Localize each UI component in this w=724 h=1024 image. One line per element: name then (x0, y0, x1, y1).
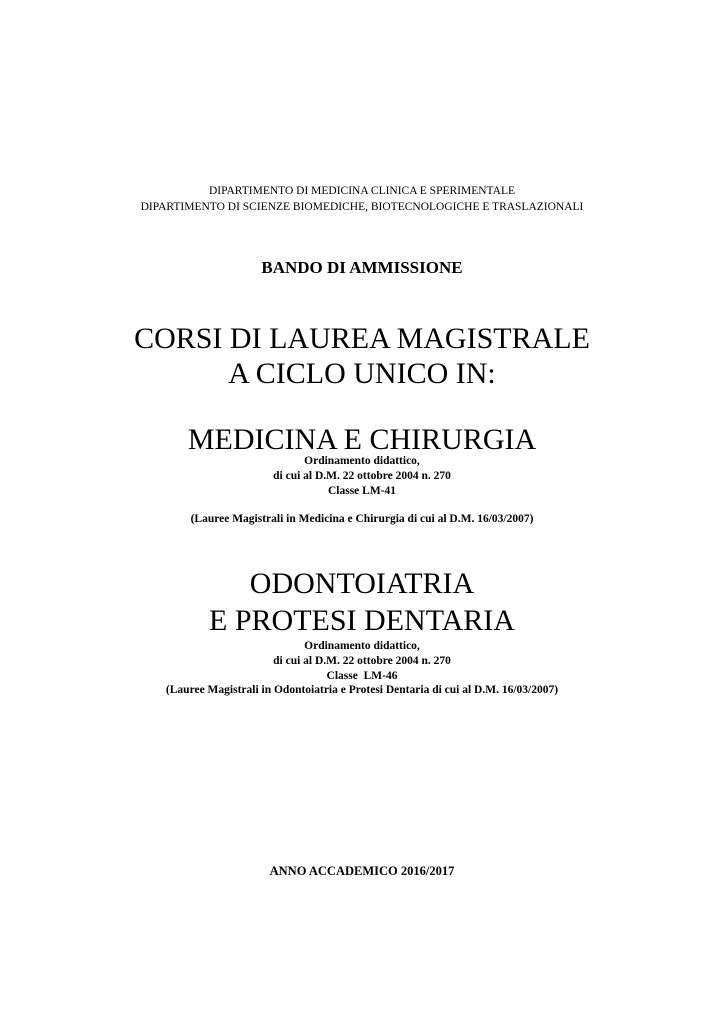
title-line-2: A CICLO UNICO IN: (228, 357, 496, 390)
odontoiatria-ordinamento: Ordinamento didattico, (304, 640, 420, 652)
odontoiatria-title-2: E PROTESI DENTARIA (209, 604, 515, 637)
medicina-title: MEDICINA E CHIRURGIA (187, 423, 537, 456)
academic-year: ANNO ACCADEMICO 2016/2017 (269, 864, 455, 878)
odontoiatria-decreto: di cui al D.M. 22 ottobre 2004 n. 270 (273, 655, 451, 667)
title-line-1: CORSI DI LAUREA MAGISTRALE (134, 322, 590, 355)
odontoiatria-classe: Classe LM-46 (326, 670, 398, 682)
medicina-note: (Lauree Magistrali in Medicina e Chirurgia di cui al D.M. 16/03/2007) (190, 513, 534, 525)
department-1: DIPARTIMENTO DI MEDICINA CLINICA E SPERIMENTALE (208, 185, 515, 197)
medicina-decreto: di cui al D.M. 22 ottobre 2004 n. 270 (273, 470, 451, 482)
medicina-ordinamento: Ordinamento didattico, (304, 455, 420, 467)
bando-heading: BANDO DI AMMISSIONE (261, 258, 463, 277)
odontoiatria-note: (Lauree Magistrali in Odontoiatria e Protesi Dentaria di cui al D.M. 16/03/2007) (165, 684, 559, 696)
medicina-classe: Classe LM-41 (327, 485, 397, 497)
department-2: DIPARTIMENTO DI SCIENZE BIOMEDICHE, BIOTECNOLOGICHE E TRASLAZIONALI (140, 201, 584, 213)
odontoiatria-title-1: ODONTOIATRIA (249, 567, 475, 600)
